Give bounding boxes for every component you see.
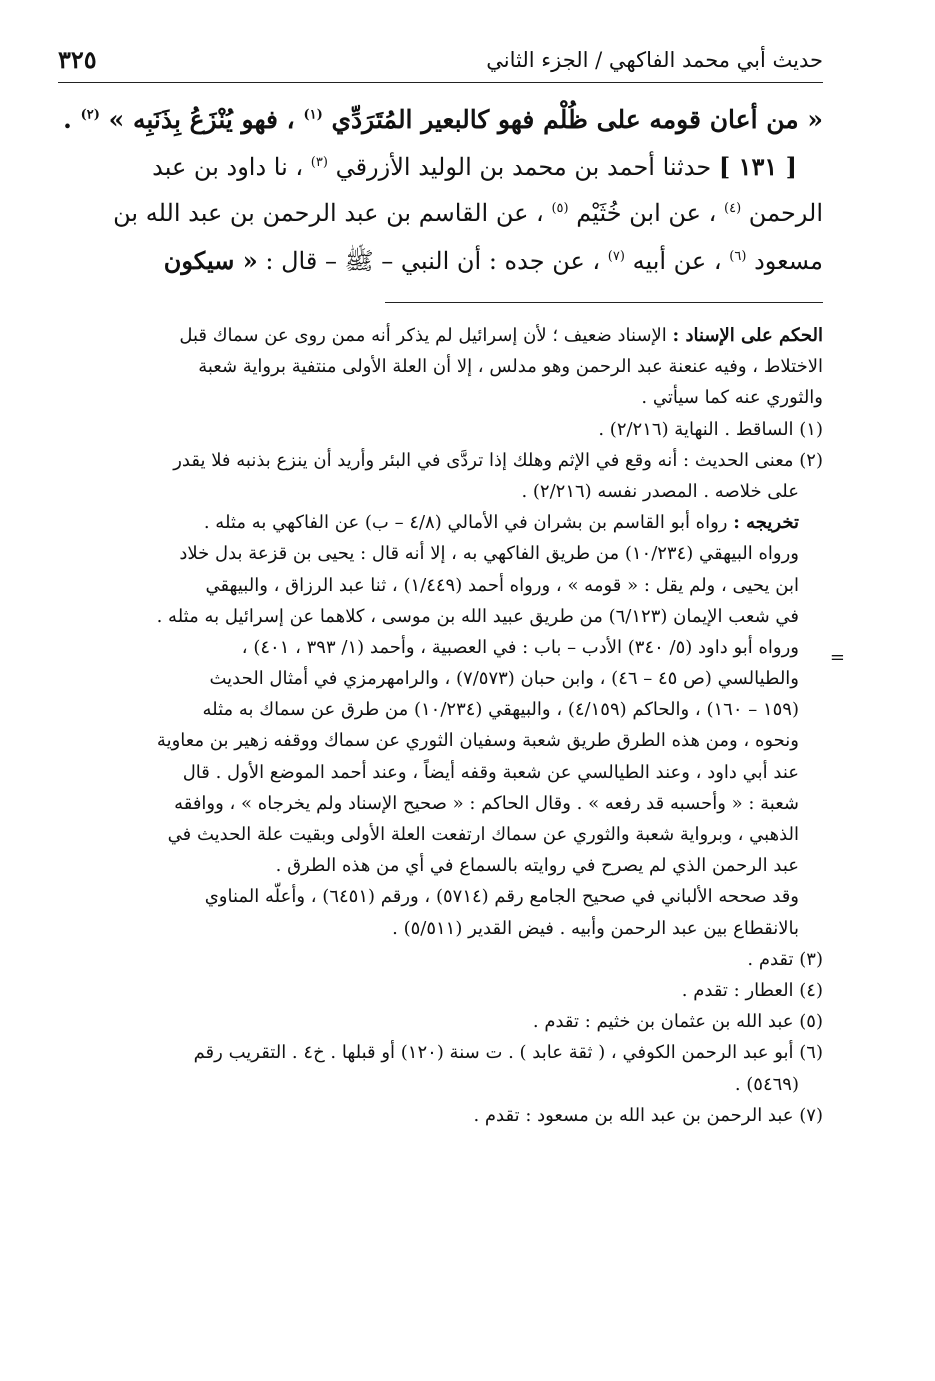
footnote-line: [40, 320, 823, 351]
isnad-text: ، نا داود بن عبد: [152, 153, 304, 181]
footnote-line: ورواه أبو داود (٥/ ٣٤٠) الأدب – باب : في العصبية ، وأحمد (١/ ٣٩٣ ، ٤٠١) ،: [241, 636, 799, 658]
isnad-text: الرحمن: [748, 199, 823, 227]
footnote-ref-7: (٧): [607, 249, 625, 264]
isnad-text: مسعود: [754, 247, 823, 275]
footnote-ref-4: (٤): [724, 201, 742, 216]
footnote-5: (٥) عبد الله بن عثمان بن خثيم : تقدم .: [532, 1011, 823, 1033]
footnote-line: [40, 507, 823, 538]
hukm-label: الحكم على الإسناد :: [672, 325, 823, 346]
isnad-text: ، عن القاسم بن عبد الرحمن بن عبد الله بن: [113, 199, 544, 227]
footnote-line: بالانقطاع بين عبد الرحمن وأبيه . فيض القدير (٥/٥١١) .: [392, 917, 799, 939]
footnote-7: (٧) عبد الرحمن بن عبد الله بن مسعود : تقدم .: [473, 1104, 823, 1126]
footnote-line: ابن يحيى ، ولم يقل : « قومه » ، ورواه أحمد (١/٤٤٩) ، ثنا عبد الرزاق ، والبيهقي: [205, 574, 799, 596]
footnote-line: والثوري عنه كما سيأتي .: [641, 387, 823, 409]
takhrij-label: تخريجه :: [733, 512, 799, 534]
footnote-line: ونحوه ، ومن هذه الطرق طريق شعبة وسفيان الثوري عن سماك ووقفه زهير بن معاوية: [156, 730, 799, 752]
page-number: ٣٢٥: [58, 45, 97, 74]
footnote-ref-5: (٥): [551, 201, 569, 216]
footnotes: [40, 320, 845, 1131]
footnote-line: شعبة : « وأحسبه قد رفعه » . وقال الحاكم : « صحيح الإسناد ولم يخرجاه » ، ووافقه: [174, 792, 799, 814]
isnad-text: ، عن جده : أن النبي – ﷺ – قال :: [265, 247, 601, 275]
footnote-line: عند أبي داود ، وعند الطيالسي عن شعبة وقفه أيضاً ، وعند أحمد الموضع الأول . قال: [182, 761, 799, 783]
footnote-ref-3: (٣): [310, 155, 328, 170]
footnote-ref-1: (١): [303, 107, 323, 123]
header-divider: [58, 82, 823, 83]
isnad-text: حدثنا أحمد بن محمد بن الوليد الأزرقي: [335, 153, 712, 181]
footnote-line: على خلاصه . المصدر نفسه (٢/٢١٦) .: [521, 480, 799, 502]
footnote-line: في شعب الإيمان (٦/١٢٣) من طريق عبيد الله بن موسى ، كلاهما عن إسرائيل به مثله .: [156, 605, 799, 627]
isnad-text: ، عن ابن خُثَيْم: [576, 199, 717, 227]
running-header: [58, 40, 823, 80]
footnote-text: الإسناد ضعيف ؛ لأن إسرائيل لم يذكر أنه ممن روى عن سماك قبل: [179, 325, 667, 346]
footnote-ref-2: (٢): [80, 107, 100, 123]
hadith-quote-part-2: ، فهو يُنْزَعُ بِذَنَبِه »: [108, 105, 295, 134]
continuation-marker: =: [829, 647, 845, 668]
footnotes-divider: [385, 302, 823, 303]
isnad-line-2: [52, 190, 823, 237]
footnote-4: (٤) العطار : تقدم .: [681, 979, 823, 1001]
footnote-ref-6: (٦): [729, 249, 747, 264]
footnote-line: (٥٤٦٩) .: [734, 1073, 799, 1095]
footnote-6: (٦) أبو عبد الرحمن الكوفي ، ( ثقة عابد ) . ت سنة (١٢٠) أو قبلها . خ٤ . التقريب رقم: [193, 1042, 823, 1064]
footnote-line: وقد صححه الألباني في صحيح الجامع رقم (٥٧١٤) ، ورقم (٦٤٥١) ، وأعلّه المناوي: [204, 886, 799, 908]
footnote-2: (٢) معنى الحديث : أنه وقع في الإثم وهلك إذا تردَّى في البئر وأريد أن ينزع بذنبه فلا يقدر: [173, 449, 823, 471]
footnote-line: (١٥٩ – ١٦٠) ، والحاكم (٤/١٥٩) ، والبيهقي (١٠/٢٣٤) من طرق عن سماك به مثله: [202, 699, 799, 721]
hadith-quote-start: « سيكون: [163, 246, 258, 275]
sentence-end: .: [63, 105, 72, 134]
footnote-line: الاختلاط ، وفيه عنعنة عبد الرحمن وهو مدلس ، إلا أن العلة الأولى منتفية برواية شعبة: [198, 356, 823, 378]
footnote-text: رواه أبو القاسم بن بشران في الأمالي (٤/٨ – ب) عن الفاكهي به مثله .: [203, 512, 728, 534]
isnad-line-3: [52, 237, 823, 284]
hadith-text-line-1: [52, 96, 823, 143]
footnote-line: الذهبي ، وبرواية شعبة والثوري عن سماك ارتفعت العلة الأولى وبقيت علة الحديث في: [167, 824, 799, 845]
hadith-quote-part-1: « من أعان قومه على ظُلْم فهو كالبعير المُتَرَدِّي: [331, 105, 823, 134]
isnad-line-1: [52, 143, 823, 190]
footnote-line: والطيالسي (ص ٤٥ – ٤٦) ، وابن حبان (٧/٥٧٣) ، والرامهرمزي في أمثال الحديث: [209, 668, 799, 690]
hadith-number: [ ١٣١ ]: [718, 152, 797, 181]
footnote-1: (١) الساقط . النهاية (٢/٢١٦) .: [598, 418, 823, 440]
footnote-line: ورواه البيهقي (١٠/٢٣٤) من طريق الفاكهي به ، إلا أنه قال : يحيى بن قزعة بدل خلاد: [179, 543, 799, 565]
footnote-line: عبد الرحمن الذي لم يصرح في روايته بالسماع في أي من هذه الطرق .: [275, 855, 799, 877]
main-text: [52, 96, 823, 284]
running-title: حديث أبي محمد الفاكهي / الجزء الثاني: [486, 48, 823, 72]
footnote-3: (٣) تقدم .: [747, 948, 823, 970]
isnad-text: ، عن أبيه: [632, 247, 722, 275]
